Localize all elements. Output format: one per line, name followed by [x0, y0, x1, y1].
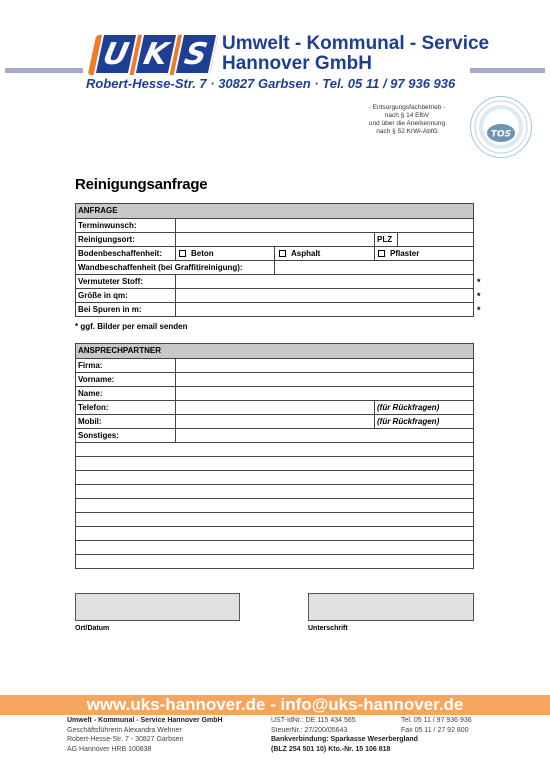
- groesse-row: [76, 289, 473, 303]
- sonstiges-line[interactable]: [76, 457, 473, 471]
- logo-letter-k: K: [134, 33, 179, 75]
- telefon-field[interactable]: [176, 401, 374, 414]
- sonstiges-line[interactable]: [76, 471, 473, 485]
- wandbeschaffenheit-field[interactable]: [275, 261, 473, 274]
- asphalt-checkbox[interactable]: [279, 250, 286, 257]
- logo-letter-u: U: [94, 33, 139, 75]
- firma-label: Firma:: [78, 361, 103, 370]
- stoff-row: [76, 275, 473, 289]
- mobil-field[interactable]: [176, 415, 374, 428]
- uks-logo: [98, 33, 214, 75]
- ort-datum-label: Ort/Datum: [75, 625, 110, 632]
- photo-note: * ggf. Bilder per email senden: [75, 322, 188, 331]
- firma-field[interactable]: [176, 359, 473, 372]
- terminwunsch-row: [76, 219, 473, 233]
- name-label: Name:: [78, 389, 103, 398]
- ansprechpartner-heading: ANSPRECHPARTNER: [76, 344, 473, 359]
- reinigungsort-label: Reinigungsort:: [78, 235, 135, 244]
- anfrage-heading: ANFRAGE: [76, 204, 473, 219]
- stoff-label: Vermuteter Stoff:: [78, 277, 143, 286]
- unterschrift-label: Unterschrift: [308, 625, 348, 632]
- mobil-row: [76, 415, 473, 429]
- wandbeschaffenheit-label: Wandbeschaffenheit (bei Graffitireinigung):: [78, 263, 243, 272]
- beton-label: Beton: [191, 249, 214, 258]
- vorname-label: Vorname:: [78, 375, 115, 384]
- telefon-label: Telefon:: [78, 403, 109, 412]
- unterschrift-field[interactable]: [308, 593, 474, 621]
- company-name-line2: Hannover GmbH: [222, 53, 372, 74]
- company-address: Robert-Hesse-Str. 7 · 30827 Garbsen · Tel. 05 11 / 97 936 936: [86, 76, 456, 91]
- certification-text: - Entsorgungsfachbetrieb - nach § 14 EfbV und über die Anerkennung nach § 52 KrWi-AbfG: [368, 104, 446, 135]
- footer-phone-info: [401, 716, 472, 735]
- spuren-label: Bei Spuren in m:: [78, 305, 142, 314]
- ort-datum-field[interactable]: [75, 593, 240, 621]
- stoff-required-star: *: [477, 277, 481, 287]
- company-name-line1: Umwelt - Kommunal - Service: [222, 33, 490, 54]
- bodenbeschaffenheit-label: Bodenbeschaffenheit:: [78, 249, 163, 258]
- footer-company-info: Umwelt - Kommunal - Service Hannover GmbH Geschäftsführerin Alexandra Wehner Robert-Hesse-Str. 7 - 30827 Garbsen AG Hannover HRB 100838: [67, 717, 223, 753]
- header-stripe-right: [470, 68, 545, 73]
- wandbeschaffenheit-row: [76, 261, 473, 275]
- terminwunsch-label: Terminwunsch:: [78, 221, 137, 230]
- beton-checkbox[interactable]: [179, 250, 186, 257]
- sonstiges-line[interactable]: [76, 513, 473, 527]
- bodenbeschaffenheit-row: [76, 247, 473, 261]
- header-stripe-left: [5, 68, 83, 73]
- sonstiges-row: [76, 429, 473, 443]
- spuren-required-star: *: [477, 305, 481, 315]
- footer-tax-bank-info: UST-IdNr.: DE 115 434 565 SteuerNr.: 27/200/05643 Bankverbindung: Sparkasse Weserbergland (BLZ 254 501 10) Kto.-Nr. 15 106 818: [271, 717, 418, 753]
- reinigungsort-field[interactable]: [176, 233, 374, 246]
- sonstiges-line[interactable]: [76, 443, 473, 457]
- sonstiges-line[interactable]: [76, 485, 473, 499]
- name-row: [76, 387, 473, 401]
- plz-label: PLZ: [377, 235, 393, 244]
- firma-row: [76, 359, 473, 373]
- telefon-row: [76, 401, 473, 415]
- spuren-field[interactable]: [176, 303, 473, 316]
- footer-fax: Fax 05 11 / 27 92 800: [401, 726, 469, 734]
- mobil-hint: (für Rückfragen): [377, 417, 440, 426]
- terminwunsch-field[interactable]: [176, 219, 473, 232]
- sonstiges-field[interactable]: [176, 429, 473, 442]
- telefon-hint: (für Rückfragen): [377, 403, 440, 412]
- groesse-field[interactable]: [176, 289, 473, 302]
- groesse-required-star: *: [477, 291, 481, 301]
- vorname-field[interactable]: [176, 373, 473, 386]
- name-field[interactable]: [176, 387, 473, 400]
- reinigungsort-row: [76, 233, 473, 247]
- ansprechpartner-section: [75, 343, 474, 569]
- plz-field[interactable]: [398, 233, 473, 246]
- form-title: Reinigungsanfrage: [75, 176, 208, 193]
- asphalt-label: Asphalt: [291, 249, 321, 258]
- groesse-label: Größe in qm:: [78, 291, 128, 300]
- seal-label: TOS: [490, 129, 512, 140]
- certification-seal-icon: [470, 96, 532, 158]
- vorname-row: [76, 373, 473, 387]
- anfrage-section: [75, 203, 474, 317]
- sonstiges-line[interactable]: [76, 499, 473, 513]
- pflaster-checkbox[interactable]: [378, 250, 385, 257]
- sonstiges-line[interactable]: [76, 527, 473, 541]
- footer-tel: Tel. 05 11 / 97 936 936: [401, 717, 472, 724]
- footer-url[interactable]: www.uks-hannover.de - info@uks-hannover.de: [86, 695, 464, 714]
- pflaster-label: Pflaster: [390, 249, 420, 258]
- sonstiges-label: Sonstiges:: [78, 431, 119, 440]
- stoff-field[interactable]: [176, 275, 473, 288]
- sonstiges-line[interactable]: [76, 555, 473, 568]
- logo-letter-s: S: [174, 33, 219, 75]
- sonstiges-line[interactable]: [76, 541, 473, 555]
- mobil-label: Mobil:: [78, 417, 102, 426]
- spuren-row: [76, 303, 473, 316]
